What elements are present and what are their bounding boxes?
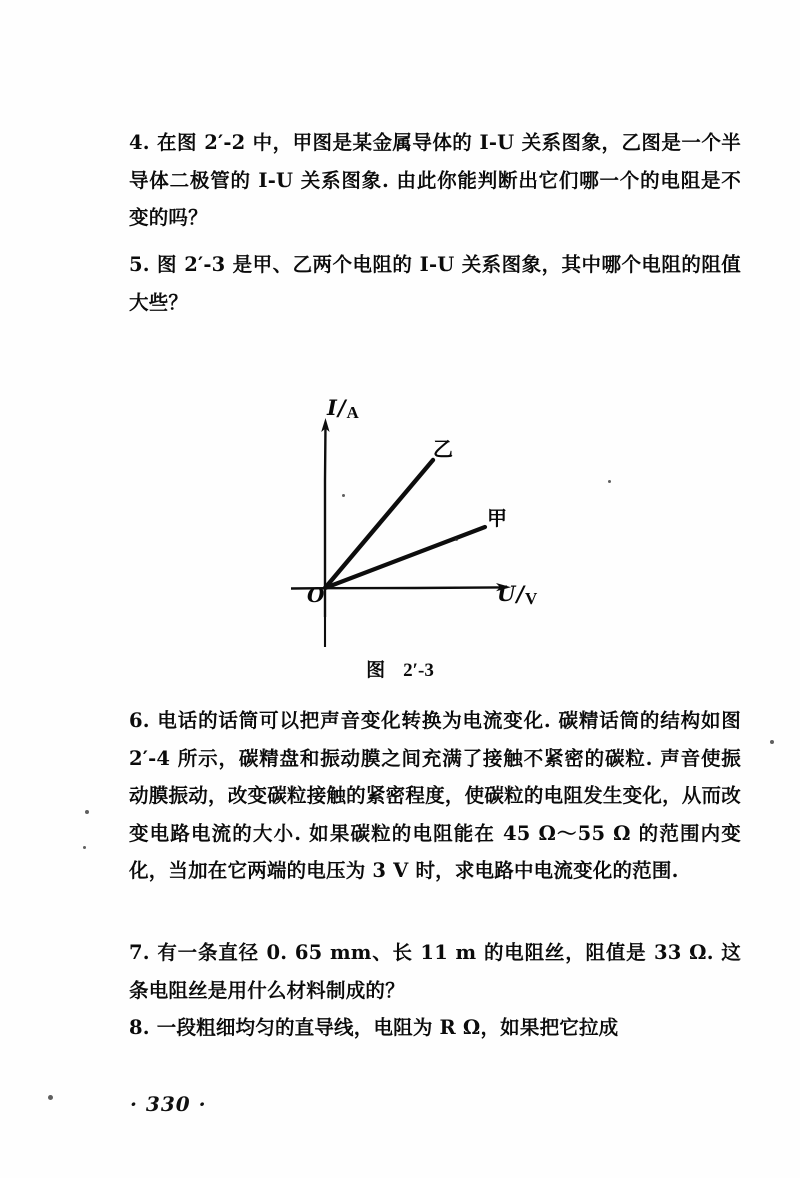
y-axis-label: I/A <box>327 395 359 422</box>
caption-number: 2′-3 <box>403 660 434 681</box>
problem-8-paragraph <box>95 1009 741 1047</box>
scan-speckle <box>770 740 774 744</box>
problem-6-paragraph <box>95 702 741 890</box>
curve-label-yi: 乙 <box>433 437 453 461</box>
problem-5-text: 5. 图 2′-3 是甲、乙两个电阻的 I-U 关系图象，其中哪个电阻的阻值大些？ <box>129 253 741 314</box>
problem-6-text: 6. 电话的话筒可以把声音变化转换为电流变化. 碳精话筒的结构如图 2′-4 所示，碳精盘和振动膜之间充满了接触不紧密的碳粒. 声音使振动膜振动，改变碳粒接触的紧密程度，使碳粒的电阻发生变化，从而改变电路电流的大小. 如果碳粒的电阻能在 45 Ω～55 Ω 的范围内变化，当加在它两端的电压为 3 V 时，求电路中电流变化的范围. <box>129 709 741 882</box>
origin-label: O <box>307 583 325 607</box>
scan-speckle <box>342 494 345 497</box>
problem-7-text: 7. 有一条直径 0. 65 mm、长 11 m 的电阻丝，阻值是 33 Ω. 这条电阻丝是用什么材料制成的？ <box>129 941 741 1002</box>
problem-7-paragraph <box>95 934 741 1009</box>
scan-speckle <box>83 846 86 849</box>
caption-word: 图 <box>366 659 386 681</box>
problem-8-text: 8. 一段粗细均匀的直导线，电阻为 R Ω，如果把它拉成 <box>129 1016 619 1039</box>
x-axis-label: U/V <box>497 581 538 608</box>
problem-4-paragraph <box>95 124 741 237</box>
scan-speckle <box>85 810 89 814</box>
scan-speckle <box>455 538 458 541</box>
figure-2prime-3 <box>275 385 575 655</box>
problem-5-paragraph <box>95 246 741 321</box>
page-number: · 330 · <box>130 1092 207 1116</box>
iu-graph-svg <box>275 385 575 655</box>
scan-speckle <box>608 480 611 483</box>
curve-label-jia: 甲 <box>487 506 507 530</box>
figure-caption <box>0 655 800 682</box>
problem-4-text: 4. 在图 2′-2 中，甲图是某金属导体的 I-U 关系图象，乙图是一个半导体二极管的 I-U 关系图象. 由此你能判断出它们哪一个的电阻是不变的吗？ <box>129 131 741 229</box>
scan-speckle <box>48 1095 53 1100</box>
